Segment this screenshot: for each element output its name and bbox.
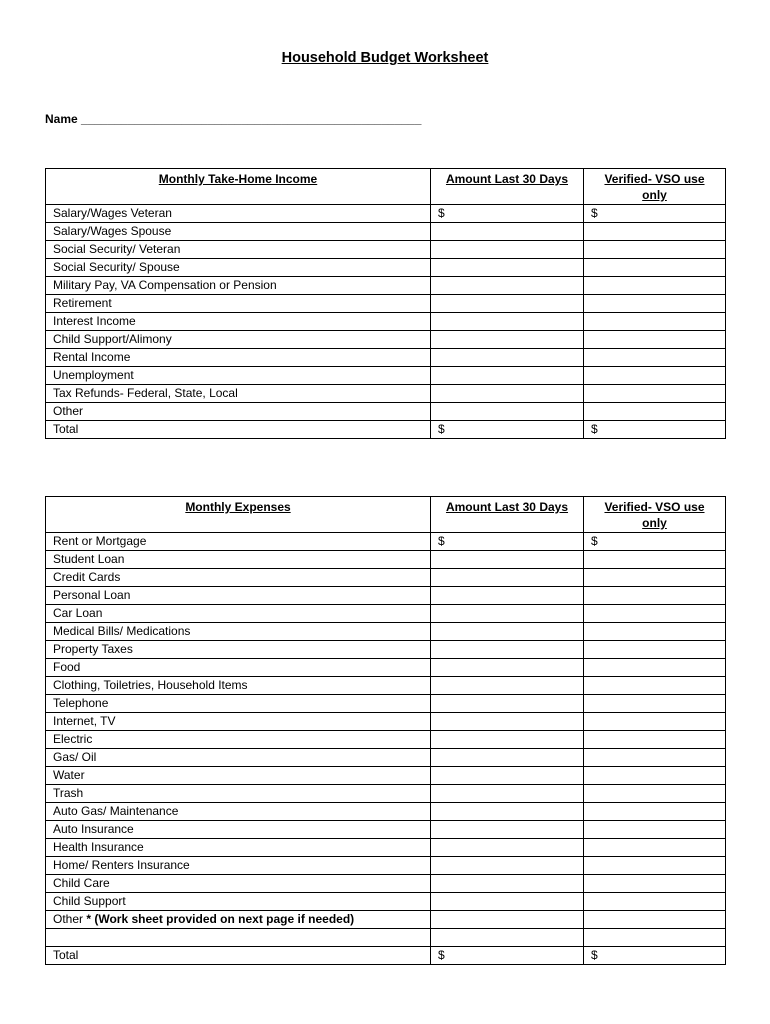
expense-verified-cell[interactable]: $ (584, 533, 726, 551)
expense-verified-cell[interactable]: $ (584, 947, 726, 965)
income-amount-cell[interactable] (431, 259, 584, 277)
expense-row (46, 839, 726, 857)
income-row (46, 223, 726, 241)
income-row-label-text: Military Pay, VA Compensation or Pension (53, 278, 277, 292)
expense-row-label (46, 713, 431, 731)
income-verified-cell[interactable] (584, 331, 726, 349)
income-verified-cell[interactable] (584, 295, 726, 313)
expense-row-label-text: Food (53, 660, 81, 674)
income-row-label (46, 331, 431, 349)
expense-row-label-note: * (Work sheet provided on next page if needed) (83, 912, 355, 926)
expense-row-label-text: Medical Bills/ Medications (53, 624, 191, 638)
income-header-amount: Amount Last 30 Days (431, 169, 584, 205)
expense-row (46, 695, 726, 713)
income-table (45, 168, 726, 439)
expense-amount-cell[interactable] (431, 731, 584, 749)
income-row (46, 277, 726, 295)
expense-row-label (46, 929, 431, 947)
income-verified-cell[interactable] (584, 403, 726, 421)
income-row-label-text: Interest Income (53, 314, 136, 328)
expense-row-label-text: Trash (53, 786, 84, 800)
expense-row (46, 641, 726, 659)
expense-row-label-text: Auto Insurance (53, 822, 134, 836)
expense-amount-cell[interactable] (431, 677, 584, 695)
expense-verified-cell[interactable] (584, 605, 726, 623)
income-amount-cell[interactable] (431, 277, 584, 295)
income-row (46, 403, 726, 421)
expense-row-label (46, 731, 431, 749)
expense-amount-cell[interactable] (431, 803, 584, 821)
income-verified-cell[interactable] (584, 277, 726, 295)
expense-amount-cell[interactable] (431, 857, 584, 875)
expense-row-label (46, 803, 431, 821)
expense-verified-cell[interactable] (584, 875, 726, 893)
income-amount-cell[interactable] (431, 223, 584, 241)
income-row (46, 295, 726, 313)
income-row-label (46, 295, 431, 313)
expense-amount-cell[interactable] (431, 911, 584, 929)
expense-row-label (46, 767, 431, 785)
expense-row (46, 731, 726, 749)
income-row-label (46, 241, 431, 259)
income-verified-cell[interactable] (584, 367, 726, 385)
expense-amount-cell[interactable] (431, 713, 584, 731)
expense-verified-cell[interactable] (584, 569, 726, 587)
income-row-label-text: Rental Income (53, 350, 131, 364)
income-verified-cell[interactable] (584, 313, 726, 331)
expense-row-label-text: Internet, TV (53, 714, 116, 728)
expense-row-label (46, 821, 431, 839)
expense-amount-cell[interactable] (431, 839, 584, 857)
expense-amount-cell[interactable] (431, 767, 584, 785)
expense-row-label (46, 911, 431, 929)
expense-row-label-text: Auto Gas/ Maintenance (53, 804, 179, 818)
expense-row-label-text: Personal Loan (53, 588, 131, 602)
expense-row-label-text: Water (53, 768, 85, 782)
expense-row-label (46, 749, 431, 767)
income-row-label-text: Social Security/ Veteran (53, 242, 181, 256)
expense-verified-cell[interactable] (584, 551, 726, 569)
income-amount-cell[interactable] (431, 331, 584, 349)
expense-amount-cell[interactable]: $ (431, 947, 584, 965)
expense-amount-cell[interactable] (431, 659, 584, 677)
expense-amount-cell[interactable] (431, 587, 584, 605)
expense-row (46, 767, 726, 785)
expense-amount-cell[interactable] (431, 785, 584, 803)
expense-row-label-text: Gas/ Oil (53, 750, 97, 764)
expense-row (46, 569, 726, 587)
income-row (46, 313, 726, 331)
expense-header-row (46, 497, 726, 533)
expense-row-label (46, 893, 431, 911)
expense-header-verified: Verified- VSO use only (584, 497, 726, 533)
income-verified-cell[interactable] (584, 241, 726, 259)
expense-amount-cell[interactable] (431, 695, 584, 713)
expense-row (46, 713, 726, 731)
expense-row (46, 893, 726, 911)
income-row-label (46, 385, 431, 403)
expense-row (46, 875, 726, 893)
expense-verified-cell[interactable] (584, 857, 726, 875)
expense-row-label-text: Electric (53, 732, 93, 746)
expense-verified-cell[interactable] (584, 677, 726, 695)
income-row-label-text: Salary/Wages Veteran (53, 206, 172, 220)
income-header-label: Monthly Take-Home Income (46, 169, 431, 205)
expense-table (45, 496, 726, 965)
expense-amount-cell[interactable] (431, 605, 584, 623)
income-row-label (46, 277, 431, 295)
income-row-label-text: Other (53, 404, 84, 418)
income-row (46, 385, 726, 403)
expense-amount-cell[interactable] (431, 929, 584, 947)
income-amount-cell[interactable] (431, 313, 584, 331)
income-amount-cell[interactable]: $ (431, 205, 584, 223)
income-row-label-text: Retirement (53, 296, 112, 310)
expense-amount-cell[interactable] (431, 551, 584, 569)
expense-row (46, 947, 726, 965)
expense-row (46, 587, 726, 605)
income-amount-cell[interactable]: $ (431, 421, 584, 439)
expense-row-label-text: Child Care (53, 876, 110, 890)
expense-verified-cell[interactable] (584, 893, 726, 911)
expense-row-label (46, 839, 431, 857)
expense-verified-cell[interactable] (584, 659, 726, 677)
expense-row-label-text: Other (53, 912, 84, 926)
expense-verified-cell[interactable] (584, 749, 726, 767)
name-field[interactable]: Name ___________________________________________________ (45, 112, 422, 126)
income-verified-cell[interactable] (584, 223, 726, 241)
expense-row-label (46, 587, 431, 605)
income-row-label (46, 421, 431, 439)
expense-row (46, 785, 726, 803)
expense-row-label (46, 551, 431, 569)
income-row-label-text: Tax Refunds- Federal, State, Local (53, 386, 238, 400)
expense-row-label-text: Property Taxes (53, 642, 133, 656)
expense-amount-cell[interactable] (431, 569, 584, 587)
expense-row-label-text: Credit Cards (53, 570, 121, 584)
income-row (46, 349, 726, 367)
income-row (46, 205, 726, 223)
expense-amount-cell[interactable]: $ (431, 533, 584, 551)
expense-verified-cell[interactable] (584, 821, 726, 839)
income-row (46, 421, 726, 439)
income-row-label (46, 313, 431, 331)
income-verified-cell[interactable]: $ (584, 421, 726, 439)
expense-row (46, 623, 726, 641)
income-verified-cell[interactable] (584, 349, 726, 367)
expense-amount-cell[interactable] (431, 641, 584, 659)
income-row-label-text: Salary/Wages Spouse (53, 224, 172, 238)
income-row-label-text: Child Support/Alimony (53, 332, 172, 346)
expense-header-amount: Amount Last 30 Days (431, 497, 584, 533)
income-amount-cell[interactable] (431, 295, 584, 313)
expense-row-label-text: Total (53, 948, 79, 962)
expense-row (46, 911, 726, 929)
expense-row-label (46, 623, 431, 641)
expense-row-label (46, 641, 431, 659)
income-row-label (46, 223, 431, 241)
expense-row (46, 533, 726, 551)
expense-row-label (46, 677, 431, 695)
expense-verified-cell[interactable] (584, 929, 726, 947)
expense-verified-cell[interactable] (584, 803, 726, 821)
expense-row (46, 857, 726, 875)
expense-row-label (46, 569, 431, 587)
expense-verified-cell[interactable] (584, 767, 726, 785)
expense-verified-cell[interactable] (584, 623, 726, 641)
income-row (46, 367, 726, 385)
income-amount-cell[interactable] (431, 367, 584, 385)
expense-amount-cell[interactable] (431, 623, 584, 641)
income-header-row (46, 169, 726, 205)
income-row-label (46, 367, 431, 385)
expense-verified-cell[interactable] (584, 839, 726, 857)
expense-row-label-text: Home/ Renters Insurance (53, 858, 190, 872)
expense-row (46, 605, 726, 623)
income-row-label (46, 349, 431, 367)
worksheet-title: Household Budget Worksheet (281, 50, 489, 66)
income-row (46, 241, 726, 259)
expense-amount-cell[interactable] (431, 893, 584, 911)
expense-row-label (46, 947, 431, 965)
expense-row-label (46, 605, 431, 623)
expense-verified-cell[interactable] (584, 695, 726, 713)
expense-row (46, 551, 726, 569)
income-amount-cell[interactable] (431, 349, 584, 367)
expense-row-label (46, 659, 431, 677)
expense-row (46, 677, 726, 695)
income-row-label (46, 403, 431, 421)
expense-row-label (46, 695, 431, 713)
expense-amount-cell[interactable] (431, 821, 584, 839)
expense-row-label (46, 875, 431, 893)
income-row-label (46, 205, 431, 223)
income-header-verified: Verified- VSO use only (584, 169, 726, 205)
expense-row (46, 821, 726, 839)
income-amount-cell[interactable] (431, 241, 584, 259)
expense-row-label-text: Student Loan (53, 552, 125, 566)
expense-row (46, 803, 726, 821)
expense-row-label-text: Health Insurance (53, 840, 144, 854)
income-row-label-text: Total (53, 422, 79, 436)
expense-row-label-text: Child Support (53, 894, 126, 908)
income-row (46, 259, 726, 277)
income-verified-cell[interactable] (584, 385, 726, 403)
expense-row-label-text: Clothing, Toiletries, Household Items (53, 678, 248, 692)
expense-row-label-text: Telephone (53, 696, 109, 710)
expense-row (46, 659, 726, 677)
expense-verified-cell[interactable] (584, 713, 726, 731)
expense-header-label: Monthly Expenses (46, 497, 431, 533)
expense-row-label-text: Rent or Mortgage (53, 534, 147, 548)
income-row-label-text: Social Security/ Spouse (53, 260, 180, 274)
income-verified-cell[interactable] (584, 259, 726, 277)
income-verified-cell[interactable]: $ (584, 205, 726, 223)
expense-verified-cell[interactable] (584, 731, 726, 749)
expense-amount-cell[interactable] (431, 749, 584, 767)
expense-row-label (46, 857, 431, 875)
expense-verified-cell[interactable] (584, 911, 726, 929)
expense-verified-cell[interactable] (584, 785, 726, 803)
income-row (46, 331, 726, 349)
expense-row-label (46, 533, 431, 551)
income-row-label-text: Unemployment (53, 368, 134, 382)
expense-row-label-text: Car Loan (53, 606, 103, 620)
expense-verified-cell[interactable] (584, 641, 726, 659)
income-row-label (46, 259, 431, 277)
income-amount-cell[interactable] (431, 385, 584, 403)
expense-row-label (46, 785, 431, 803)
expense-row (46, 749, 726, 767)
expense-row (46, 929, 726, 947)
expense-amount-cell[interactable] (431, 875, 584, 893)
expense-verified-cell[interactable] (584, 587, 726, 605)
income-amount-cell[interactable] (431, 403, 584, 421)
